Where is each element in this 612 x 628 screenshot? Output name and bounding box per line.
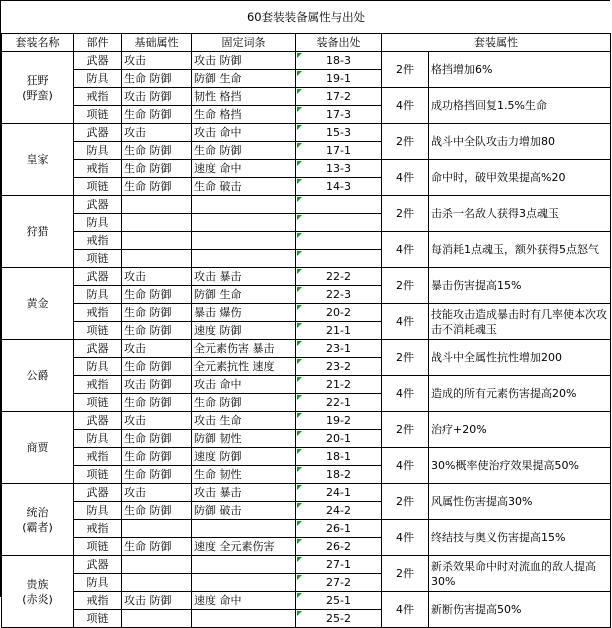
set-alias: (赤炎) bbox=[22, 592, 53, 606]
set-name: 统治 bbox=[26, 505, 49, 519]
source-cell[interactable]: 22-1 bbox=[296, 394, 382, 412]
fixed-affix-cell[interactable]: 全元素抗性 速度 bbox=[192, 358, 296, 376]
source-cell[interactable]: 26-2 bbox=[296, 538, 382, 556]
source-cell[interactable]: 24-1 bbox=[296, 484, 382, 502]
fixed-affix-cell[interactable]: 攻击 命中 bbox=[192, 124, 296, 142]
part-cell[interactable]: 武器 bbox=[74, 196, 122, 214]
set-pieces-cell[interactable]: 2件 bbox=[382, 412, 429, 448]
source-cell[interactable] bbox=[296, 214, 382, 232]
base-attr-cell[interactable]: 生命 防御 bbox=[122, 322, 192, 340]
set-bonus-cell[interactable]: 命中时，破甲效果提高%20 bbox=[429, 160, 611, 196]
source-cell[interactable]: 14-3 bbox=[296, 178, 382, 196]
part-cell[interactable]: 防具 bbox=[74, 574, 122, 592]
source-cell[interactable]: 21-2 bbox=[296, 376, 382, 394]
fixed-affix-cell[interactable] bbox=[192, 520, 296, 538]
fixed-affix-cell[interactable]: 速度 防御 bbox=[192, 448, 296, 466]
set-pieces-cell[interactable]: 2件 bbox=[382, 268, 429, 304]
source-cell[interactable]: 21-1 bbox=[296, 322, 382, 340]
source-cell[interactable]: 18-3 bbox=[296, 52, 382, 70]
fixed-affix-cell[interactable]: 速度 命中 bbox=[192, 592, 296, 610]
base-attr-cell[interactable]: 生命 防御 bbox=[122, 502, 192, 520]
base-attr-cell[interactable]: 生命 防御 bbox=[122, 358, 192, 376]
part-cell[interactable]: 武器 bbox=[74, 556, 122, 574]
set-pieces-cell[interactable]: 4件 bbox=[382, 304, 429, 340]
fixed-affix-cell[interactable]: 全元素伤害 暴击 bbox=[192, 340, 296, 358]
set-bonus-cell[interactable]: 新杀效果命中时对流血的敌人提高30% bbox=[429, 556, 611, 592]
base-attr-cell[interactable]: 攻击 防御 bbox=[122, 88, 192, 106]
table-row bbox=[2, 412, 611, 430]
header-set-name[interactable]: 套装名称 bbox=[2, 34, 74, 52]
set-bonus-cell[interactable]: 击杀一名敌人获得3点魂玉 bbox=[429, 196, 611, 232]
table-row bbox=[2, 232, 611, 250]
part-cell[interactable]: 防具 bbox=[74, 502, 122, 520]
fixed-affix-cell[interactable]: 生命 破击 bbox=[192, 178, 296, 196]
part-cell[interactable]: 武器 bbox=[74, 484, 122, 502]
fixed-affix-cell[interactable]: 生命 韧性 bbox=[192, 466, 296, 484]
part-cell[interactable]: 武器 bbox=[74, 412, 122, 430]
base-attr-cell[interactable] bbox=[122, 232, 192, 250]
base-attr-cell[interactable]: 生命 防御 bbox=[122, 430, 192, 448]
set-pieces-cell[interactable]: 2件 bbox=[382, 196, 429, 232]
part-cell[interactable]: 武器 bbox=[74, 124, 122, 142]
base-attr-cell[interactable] bbox=[122, 196, 192, 214]
fixed-affix-cell[interactable]: 暴击 爆伤 bbox=[192, 304, 296, 322]
base-attr-cell[interactable]: 攻击 防御 bbox=[122, 376, 192, 394]
set-name-cell[interactable] bbox=[2, 340, 74, 412]
set-name-cell[interactable] bbox=[2, 124, 74, 196]
table-row bbox=[2, 196, 611, 214]
base-attr-cell[interactable] bbox=[122, 610, 192, 628]
part-cell[interactable]: 戒指 bbox=[74, 232, 122, 250]
fixed-affix-cell[interactable] bbox=[192, 214, 296, 232]
base-attr-cell[interactable]: 生命 防御 bbox=[122, 394, 192, 412]
source-cell[interactable]: 17-2 bbox=[296, 88, 382, 106]
set-pieces-cell[interactable]: 4件 bbox=[382, 448, 429, 484]
part-cell[interactable]: 武器 bbox=[74, 340, 122, 358]
table-row bbox=[2, 124, 611, 142]
source-cell[interactable]: 24-2 bbox=[296, 502, 382, 520]
base-attr-cell[interactable]: 攻击 bbox=[122, 484, 192, 502]
header-base-attr[interactable]: 基础属性 bbox=[122, 34, 192, 52]
part-cell[interactable]: 戒指 bbox=[74, 448, 122, 466]
fixed-affix-cell[interactable]: 攻击 防御 bbox=[192, 52, 296, 70]
source-cell[interactable]: 23-2 bbox=[296, 358, 382, 376]
part-cell[interactable]: 戒指 bbox=[74, 88, 122, 106]
fixed-affix-cell[interactable]: 生命 格挡 bbox=[192, 106, 296, 124]
source-cell[interactable]: 17-3 bbox=[296, 106, 382, 124]
sheet-title[interactable]: 60套装装备属性与出处 bbox=[2, 1, 611, 34]
set-pieces-cell[interactable]: 4件 bbox=[382, 376, 429, 412]
base-attr-cell[interactable]: 攻击 bbox=[122, 340, 192, 358]
source-cell[interactable] bbox=[296, 232, 382, 250]
base-attr-cell[interactable]: 生命 防御 bbox=[122, 160, 192, 178]
part-cell[interactable]: 项链 bbox=[74, 394, 122, 412]
source-cell[interactable]: 19-2 bbox=[296, 412, 382, 430]
source-cell[interactable]: 22-3 bbox=[296, 286, 382, 304]
source-cell[interactable]: 20-1 bbox=[296, 430, 382, 448]
header-row bbox=[2, 34, 611, 52]
table-row bbox=[2, 520, 611, 538]
set-alias: (野蛮) bbox=[22, 88, 53, 102]
fixed-affix-cell[interactable]: 速度 命中 bbox=[192, 160, 296, 178]
base-attr-cell[interactable]: 生命 防御 bbox=[122, 178, 192, 196]
base-attr-cell[interactable]: 攻击 bbox=[122, 124, 192, 142]
set-name: 狩猎 bbox=[26, 225, 49, 238]
fixed-affix-cell[interactable]: 防御 生命 bbox=[192, 70, 296, 88]
fixed-affix-cell[interactable]: 攻击 暴击 bbox=[192, 268, 296, 286]
table-row bbox=[2, 448, 611, 466]
base-attr-cell[interactable]: 生命 防御 bbox=[122, 142, 192, 160]
part-cell[interactable]: 防具 bbox=[74, 286, 122, 304]
set-pieces-cell[interactable]: 4件 bbox=[382, 160, 429, 196]
part-cell[interactable]: 项链 bbox=[74, 538, 122, 556]
fixed-affix-cell[interactable]: 攻击 命中 bbox=[192, 376, 296, 394]
set-name: 公爵 bbox=[26, 369, 49, 382]
base-attr-cell[interactable] bbox=[122, 214, 192, 232]
base-attr-cell[interactable]: 生命 防御 bbox=[122, 106, 192, 124]
set-bonus-cell[interactable]: 成功格挡回复1.5%生命 bbox=[429, 88, 611, 124]
set-name-cell[interactable] bbox=[2, 196, 74, 268]
part-cell[interactable]: 防具 bbox=[74, 358, 122, 376]
base-attr-cell[interactable]: 攻击 bbox=[122, 412, 192, 430]
source-cell[interactable]: 19-1 bbox=[296, 70, 382, 88]
set-bonus-cell[interactable]: 治疗+20% bbox=[429, 412, 611, 448]
base-attr-cell[interactable] bbox=[122, 574, 192, 592]
source-cell[interactable]: 20-2 bbox=[296, 304, 382, 322]
fixed-affix-cell[interactable]: 韧性 格挡 bbox=[192, 88, 296, 106]
header-set-bonus[interactable]: 套装属性 bbox=[382, 34, 611, 52]
table-row bbox=[2, 592, 611, 610]
set-name: 黄金 bbox=[26, 297, 49, 310]
set-name-cell[interactable] bbox=[2, 484, 74, 556]
part-cell[interactable]: 戒指 bbox=[74, 592, 122, 610]
set-bonus-cell[interactable]: 新断伤害提高50% bbox=[429, 592, 611, 628]
part-cell[interactable]: 项链 bbox=[74, 106, 122, 124]
base-attr-cell[interactable]: 生命 防御 bbox=[122, 70, 192, 88]
base-attr-cell[interactable] bbox=[122, 250, 192, 268]
fixed-affix-cell[interactable]: 防御 生命 bbox=[192, 286, 296, 304]
set-name-cell[interactable] bbox=[2, 412, 74, 484]
header-part[interactable]: 部件 bbox=[74, 34, 122, 52]
set-name-cell[interactable] bbox=[2, 52, 74, 124]
set-bonus-cell[interactable]: 风属性伤害提高30% bbox=[429, 484, 611, 520]
part-cell[interactable]: 项链 bbox=[74, 250, 122, 268]
set-pieces-cell[interactable]: 2件 bbox=[382, 124, 429, 160]
set-pieces-cell[interactable]: 2件 bbox=[382, 484, 429, 520]
source-cell[interactable]: 27-1 bbox=[296, 556, 382, 574]
source-cell[interactable] bbox=[296, 196, 382, 214]
source-cell[interactable] bbox=[296, 250, 382, 268]
set-pieces-cell[interactable]: 2件 bbox=[382, 340, 429, 376]
set-bonus-cell[interactable]: 终结技与奥义伤害提高15% bbox=[429, 520, 611, 556]
set-alias: (霸者) bbox=[22, 520, 53, 534]
set-bonus-cell[interactable]: 造成的所有元素伤害提高20% bbox=[429, 376, 611, 412]
source-cell[interactable]: 25-2 bbox=[296, 610, 382, 628]
fixed-affix-cell[interactable]: 生命 防御 bbox=[192, 142, 296, 160]
base-attr-cell[interactable]: 生命 防御 bbox=[122, 286, 192, 304]
source-cell[interactable]: 25-1 bbox=[296, 592, 382, 610]
source-cell[interactable]: 13-3 bbox=[296, 160, 382, 178]
set-pieces-cell[interactable]: 4件 bbox=[382, 88, 429, 124]
base-attr-cell[interactable]: 攻击 bbox=[122, 268, 192, 286]
set-name: 皇家 bbox=[26, 153, 49, 166]
set-bonus-cell[interactable]: 格挡增加6% bbox=[429, 52, 611, 88]
fixed-affix-cell[interactable]: 生命 防御 bbox=[192, 394, 296, 412]
set-bonus-cell[interactable]: 30%概率使治疗效果提高50% bbox=[429, 448, 611, 484]
part-cell[interactable]: 戒指 bbox=[74, 520, 122, 538]
source-cell[interactable]: 22-2 bbox=[296, 268, 382, 286]
fixed-affix-cell[interactable] bbox=[192, 232, 296, 250]
table-row bbox=[2, 88, 611, 106]
set-bonus-cell[interactable]: 暴击伤害提高15% bbox=[429, 268, 611, 304]
part-cell[interactable]: 项链 bbox=[74, 466, 122, 484]
title-row bbox=[2, 1, 611, 34]
table-row bbox=[2, 160, 611, 178]
header-source[interactable]: 装备出处 bbox=[296, 34, 382, 52]
fixed-affix-cell[interactable] bbox=[192, 574, 296, 592]
fixed-affix-cell[interactable] bbox=[192, 250, 296, 268]
fixed-affix-cell[interactable] bbox=[192, 196, 296, 214]
set-name-cell[interactable] bbox=[2, 268, 74, 340]
part-cell[interactable]: 戒指 bbox=[74, 376, 122, 394]
source-cell[interactable]: 27-2 bbox=[296, 574, 382, 592]
part-cell[interactable]: 项链 bbox=[74, 610, 122, 628]
base-attr-cell[interactable]: 攻击 防御 bbox=[122, 592, 192, 610]
table-row bbox=[2, 340, 611, 358]
table-row bbox=[2, 304, 611, 322]
part-cell[interactable]: 防具 bbox=[74, 70, 122, 88]
base-attr-cell[interactable]: 生命 防御 bbox=[122, 448, 192, 466]
header-fixed-affix[interactable]: 固定词条 bbox=[192, 34, 296, 52]
part-cell[interactable]: 武器 bbox=[74, 52, 122, 70]
base-attr-cell[interactable]: 攻击 bbox=[122, 52, 192, 70]
set-bonus-cell[interactable]: 技能攻击造成暴击时有几率使本次攻击不消耗魂玉 bbox=[429, 304, 611, 340]
set-pieces-cell[interactable]: 2件 bbox=[382, 556, 429, 592]
part-cell[interactable]: 戒指 bbox=[74, 304, 122, 322]
fixed-affix-cell[interactable]: 防御 韧性 bbox=[192, 430, 296, 448]
part-cell[interactable]: 防具 bbox=[74, 142, 122, 160]
equipment-set-table bbox=[1, 1, 611, 628]
part-cell[interactable]: 项链 bbox=[74, 322, 122, 340]
fixed-affix-cell[interactable]: 防御 破击 bbox=[192, 502, 296, 520]
table-row bbox=[2, 52, 611, 70]
part-cell[interactable]: 防具 bbox=[74, 430, 122, 448]
set-name: 贵族 bbox=[26, 577, 49, 591]
fixed-affix-cell[interactable]: 攻击 生命 bbox=[192, 412, 296, 430]
set-name-cell[interactable] bbox=[2, 556, 74, 628]
set-pieces-cell[interactable]: 2件 bbox=[382, 52, 429, 88]
source-cell[interactable]: 26-1 bbox=[296, 520, 382, 538]
table-row bbox=[2, 268, 611, 286]
set-pieces-cell[interactable]: 4件 bbox=[382, 232, 429, 268]
part-cell[interactable]: 戒指 bbox=[74, 160, 122, 178]
set-bonus-cell[interactable]: 战斗中全属性抗性增加200 bbox=[429, 340, 611, 376]
base-attr-cell[interactable]: 生命 防御 bbox=[122, 466, 192, 484]
table-row bbox=[2, 376, 611, 394]
source-cell[interactable]: 18-2 bbox=[296, 466, 382, 484]
set-pieces-cell[interactable]: 4件 bbox=[382, 520, 429, 556]
fixed-affix-cell[interactable] bbox=[192, 556, 296, 574]
source-cell[interactable]: 15-3 bbox=[296, 124, 382, 142]
table-row bbox=[2, 484, 611, 502]
set-bonus-cell[interactable]: 战斗中全队攻击力增加80 bbox=[429, 124, 611, 160]
base-attr-cell[interactable]: 生命 防御 bbox=[122, 304, 192, 322]
table-row bbox=[2, 556, 611, 574]
base-attr-cell[interactable] bbox=[122, 556, 192, 574]
base-attr-cell[interactable] bbox=[122, 520, 192, 538]
part-cell[interactable]: 武器 bbox=[74, 268, 122, 286]
set-bonus-cell[interactable]: 每消耗1点魂玉，额外获得5点怒气 bbox=[429, 232, 611, 268]
set-pieces-cell[interactable]: 4件 bbox=[382, 592, 429, 628]
set-name: 商贾 bbox=[26, 441, 49, 454]
source-cell[interactable]: 23-1 bbox=[296, 340, 382, 358]
fixed-affix-cell[interactable]: 速度 全元素伤害 bbox=[192, 538, 296, 556]
part-cell[interactable]: 项链 bbox=[74, 178, 122, 196]
source-cell[interactable]: 17-1 bbox=[296, 142, 382, 160]
base-attr-cell[interactable]: 生命 防御 bbox=[122, 538, 192, 556]
fixed-affix-cell[interactable]: 攻击 暴击 bbox=[192, 484, 296, 502]
set-name: 狂野 bbox=[26, 73, 49, 87]
source-cell[interactable]: 18-1 bbox=[296, 448, 382, 466]
fixed-affix-cell[interactable] bbox=[192, 610, 296, 628]
fixed-affix-cell[interactable]: 速度 防御 bbox=[192, 322, 296, 340]
part-cell[interactable]: 防具 bbox=[74, 214, 122, 232]
